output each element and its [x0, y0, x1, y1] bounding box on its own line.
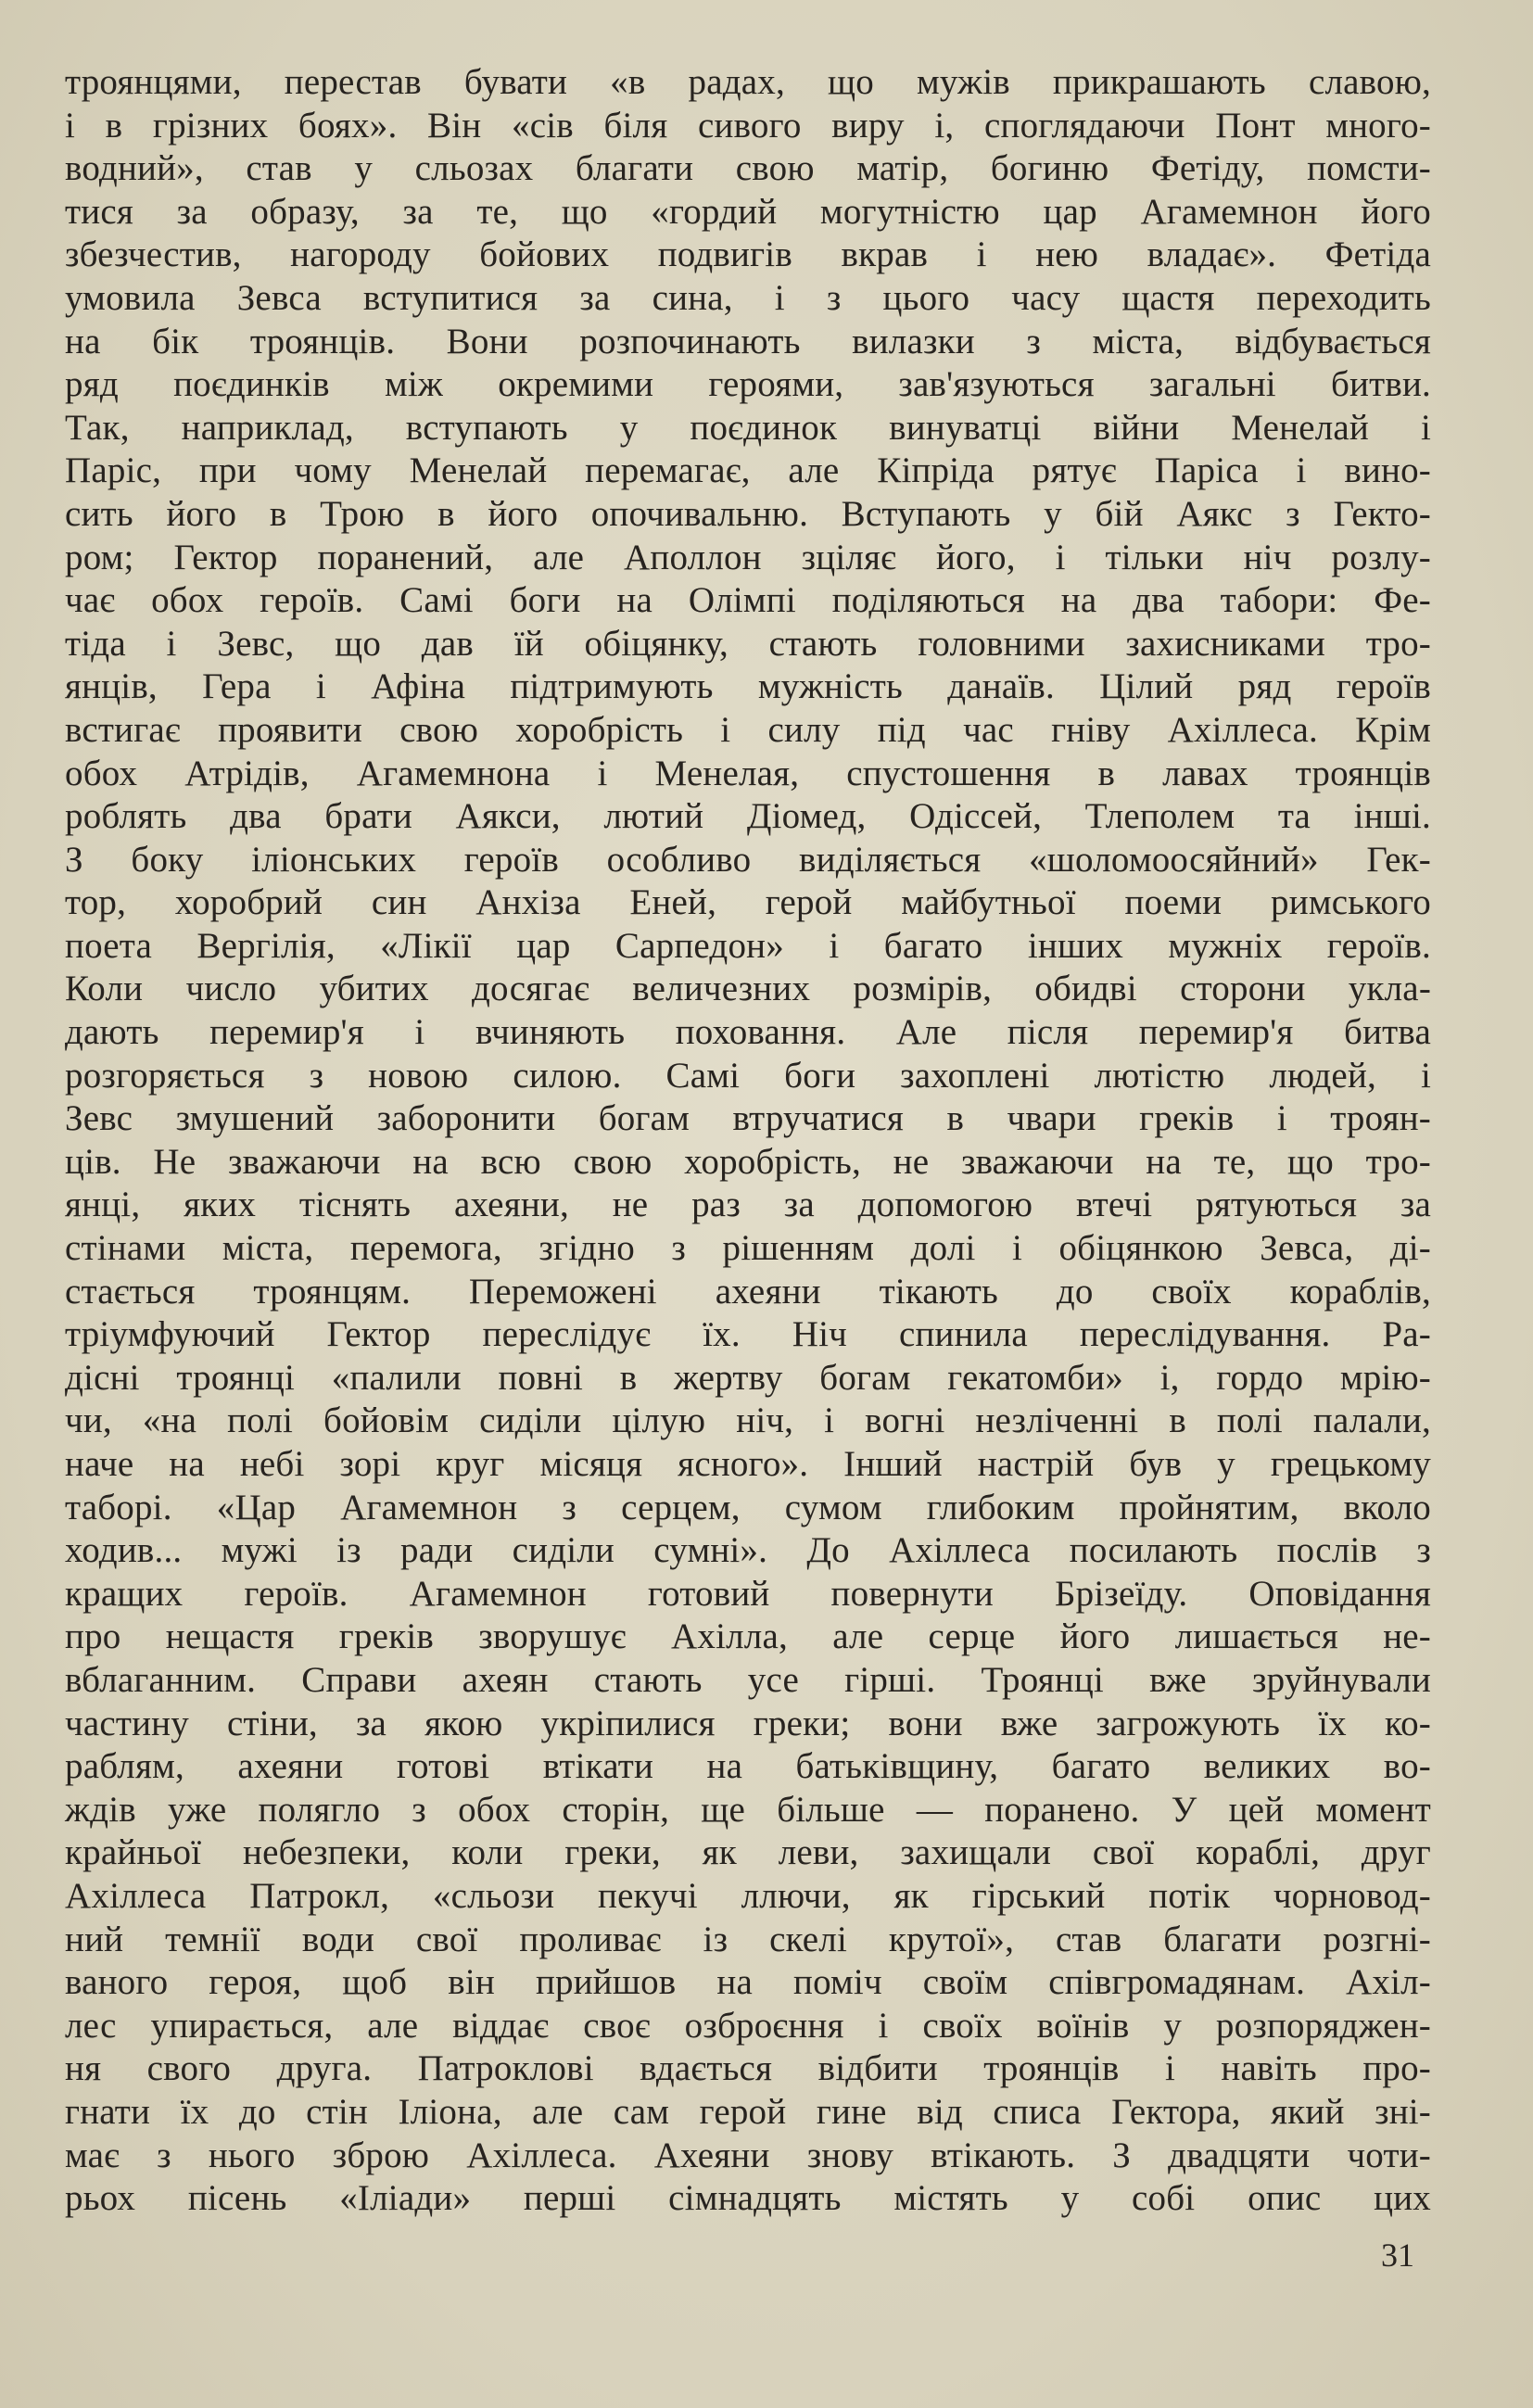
text-line: ний темнії води свої проливає із скелі крутої», став благати розгні-	[65, 1919, 1431, 1959]
text-line: водний», став у сльозах благати свою матір, богиню Фетіду, помсти-	[65, 148, 1431, 189]
text-line: ждів уже полягло з обох сторін, ще більше — поранено. У цей момент	[65, 1789, 1431, 1830]
text-line: Так, наприклад, вступають у поєдинок винуватці війни Менелай і	[65, 407, 1431, 448]
text-line: наче на небі зорі круг місяця ясного». Інший настрій був у грецькому	[65, 1444, 1431, 1484]
text-line: поета Вергілія, «Лікії цар Сарпедон» і багато інших мужніх героїв.	[65, 925, 1431, 966]
text-line: сить його в Трою в його опочивальню. Вступають у бій Аякс з Гекто-	[65, 493, 1431, 534]
text-line: тріумфуючий Гектор переслідує їх. Ніч спинила переслідування. Ра-	[65, 1314, 1431, 1355]
text-line: тор, хоробрий син Анхіза Еней, герой майбутньої поеми римського	[65, 882, 1431, 923]
text-line: Ахіллеса Патрокл, «сльози пекучі ллючи, як гірський потік чорновод-	[65, 1875, 1431, 1916]
text-line: ваного героя, щоб він прийшов на поміч своїм співгромадянам. Ахіл-	[65, 1962, 1431, 2003]
text-line: чає обох героїв. Самі боги на Олімпі поділяються на два табори: Фе-	[65, 580, 1431, 621]
text-line: крайньої небезпеки, коли греки, як леви, захищали свої кораблі, друг	[65, 1832, 1431, 1873]
text-line: встигає проявити свою хоробрість і силу під час гніву Ахіллеса. Крім	[65, 709, 1431, 750]
text-line: янці, яких тіснять ахеяни, не раз за допомогою втечі рятуються за	[65, 1185, 1431, 1225]
text-line: янців, Гера і Афіна підтримують мужність данаїв. Цілий ряд героїв	[65, 666, 1431, 707]
text-line: тися за образу, за те, що «гордий могутністю цар Агамемнон його	[65, 191, 1431, 232]
text-line: Зевс змушений заборонити богам втручатися в чвари греків і троян-	[65, 1098, 1431, 1139]
text-line: дісні троянці «палили повні в жертву богам гекатомби» і, гордо мрію-	[65, 1357, 1431, 1398]
text-line: Коли число убитих досягає величезних розмірів, обидві сторони укла-	[65, 969, 1431, 1009]
text-line: ців. Не зважаючи на всю свою хоробрість, не зважаючи на те, що тро-	[65, 1141, 1431, 1182]
text-line: чи, «на полі бойовім сиділи цілую ніч, і вогні незліченні в полі палали,	[65, 1400, 1431, 1441]
text-line: має з нього зброю Ахіллеса. Ахеяни знову втікають. З двадцяти чоти-	[65, 2135, 1431, 2175]
text-line: розгоряється з новою силою. Самі боги захоплені лютістю людей, і	[65, 1055, 1431, 1096]
text-line: частину стіни, за якою укріпилися греки; вони вже загрожують їх ко-	[65, 1703, 1431, 1743]
text-line: раблям, ахеяни готові втікати на батьківщину, багато великих во-	[65, 1746, 1431, 1787]
text-line: ходив... мужі із ради сиділи сумні». До Ахіллеса посилають послів з	[65, 1530, 1431, 1571]
text-line: умовила Зевса вступитися за сина, і з цього часу щастя переходить	[65, 277, 1431, 318]
body-text	[65, 61, 1431, 2221]
text-line: обох Атрідів, Агамемнона і Менелая, спустошення в лавах троянців	[65, 753, 1431, 793]
text-line: про нещастя греків зворушує Ахілла, але серце його лишається не-	[65, 1616, 1431, 1657]
text-line: збезчестив, нагороду бойових подвигів вкрав і нею владає». Фетіда	[65, 234, 1431, 275]
page-number: 31	[1381, 2237, 1414, 2274]
text-line: таборі. «Цар Агамемнон з серцем, сумом глибоким пройнятим, вколо	[65, 1487, 1431, 1527]
text-line: З боку іліонських героїв особливо виділяється «шоломоосяйний» Гек-	[65, 839, 1431, 880]
text-line: дають перемир'я і вчиняють поховання. Але після перемир'я битва	[65, 1012, 1431, 1053]
text-line: стінами міста, перемога, згідно з рішенням долі і обіцянкою Зевса, ді-	[65, 1228, 1431, 1269]
text-line: і в грізних боях». Він «сів біля сивого виру і, споглядаючи Понт много-	[65, 105, 1431, 146]
text-line: лес упирається, але віддає своє озброєння і своїх воїнів у розпоряджен-	[65, 2005, 1431, 2046]
text-line: кращих героїв. Агамемнон готовий повернути Брізеїду. Оповідання	[65, 1573, 1431, 1614]
text-line: рьох пісень «Іліади» перші сімнадцять містять у собі опис цих	[65, 2178, 1431, 2219]
text-line: ня свого друга. Патроклові вдається відбити троянців і навіть про-	[65, 2048, 1431, 2089]
text-line: на бік троянців. Вони розпочинають вилазки з міста, відбувається	[65, 321, 1431, 361]
text-line: стається троянцям. Переможені ахеяни тікають до своїх кораблів,	[65, 1271, 1431, 1312]
text-line: троянцями, перестав бувати «в радах, що мужів прикрашають славою,	[65, 62, 1431, 102]
text-line: ряд поєдинків між окремими героями, зав'язуються загальні битви.	[65, 364, 1431, 405]
text-line: гнати їх до стін Іліона, але сам герой гине від списа Гектора, який зні-	[65, 2091, 1431, 2132]
text-line: вблаганним. Справи ахеян стають усе гірші. Троянці вже зруйнували	[65, 1659, 1431, 1700]
text-line: Паріс, при чому Менелай перемагає, але Кіпріда рятує Паріса і вино-	[65, 450, 1431, 491]
text-line: ром; Гектор поранений, але Аполлон зціляє його, і тільки ніч розлу-	[65, 537, 1431, 577]
text-line: роблять два брати Аякси, лютий Діомед, Одіссей, Тлеполем та інші.	[65, 796, 1431, 837]
text-line: тіда і Зевс, що дав їй обіцянку, стають головними захисниками тро-	[65, 623, 1431, 664]
